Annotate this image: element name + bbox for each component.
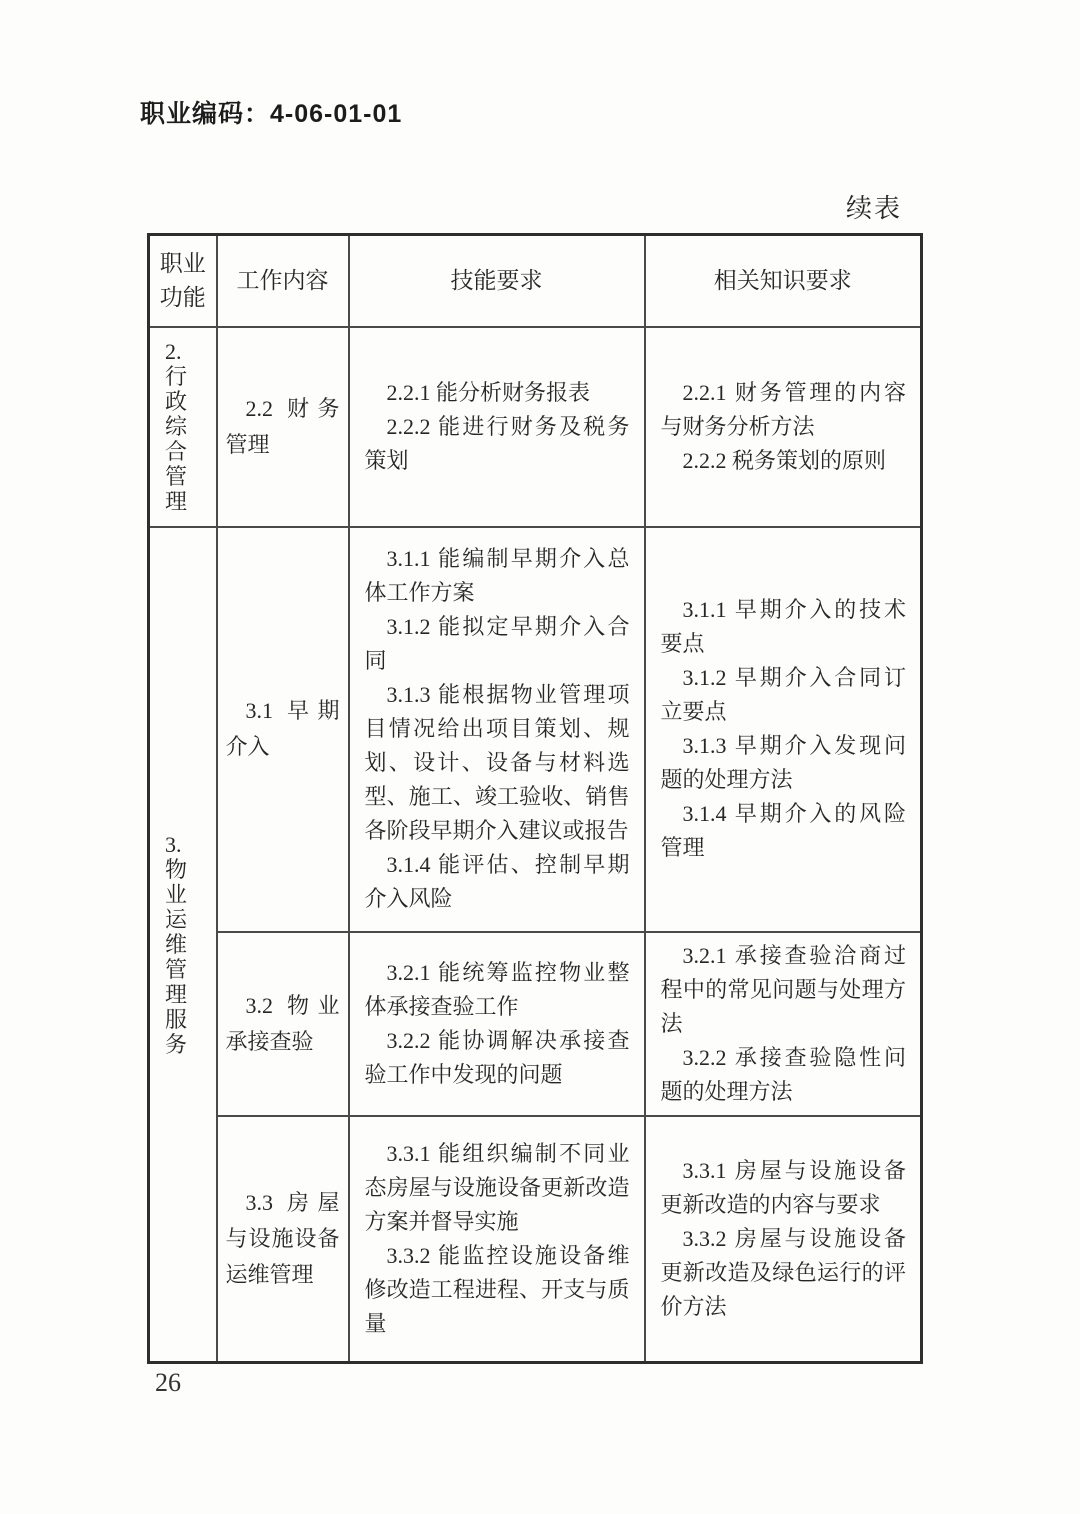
work-content-cell (217, 527, 349, 932)
work-content-label: 3.3 房屋与设施设备运维管理 (225, 1189, 340, 1287)
work-content-cell (217, 932, 349, 1116)
knowledge-item: 3.1.2 早期介入合同订立要点 (660, 665, 906, 724)
skill-item: 3.2.1 能统筹监控物业整体承接查验工作 (364, 959, 630, 1019)
table-header-row (149, 235, 922, 327)
continued-table-label: 续表 (845, 194, 902, 223)
function-cell-admin-management (149, 327, 217, 527)
skill-requirements-cell (349, 932, 645, 1116)
function-cell-property-operation (149, 527, 217, 1363)
occupational-standard-table (147, 233, 923, 1364)
skill-item: 2.2.2 能进行财务及税务策划 (364, 413, 630, 473)
work-content-label: 3.1 早期介入 (225, 698, 340, 759)
knowledge-requirements-cell (645, 327, 922, 527)
knowledge-item: 3.2.2 承接查验隐性问题的处理方法 (660, 1044, 906, 1104)
skill-item: 3.3.1 能组织编制不同业态房屋与设施设备更新改造方案并督导实施 (364, 1140, 630, 1234)
knowledge-item: 3.3.2 房屋与设施设备更新改造及绿色运行的评价方法 (660, 1225, 906, 1319)
skill-item: 3.1.1 能编制早期介入总体工作方案 (364, 546, 630, 605)
occupation-code: 职业编码：4-06-01-01 (140, 100, 403, 128)
header-occupational-function: 职业功能 (149, 235, 217, 327)
knowledge-item: 3.1.4 早期介入的风险管理 (660, 801, 906, 860)
header-work-content: 工作内容 (217, 235, 349, 327)
knowledge-requirements-cell (645, 932, 922, 1116)
knowledge-item: 3.1.1 早期介入的技术要点 (660, 597, 906, 656)
skill-item: 3.2.2 能协调解决承接查验工作中发现的问题 (364, 1027, 630, 1087)
work-content-label: 3.2 物业承接查验 (225, 992, 340, 1054)
table-row (149, 327, 922, 527)
work-content-label: 2.2 财务管理 (225, 395, 340, 457)
knowledge-requirements-cell (645, 527, 922, 932)
knowledge-item: 3.2.1 承接查验洽商过程中的常见问题与处理方法 (660, 942, 906, 1036)
work-content-cell (217, 1116, 349, 1363)
knowledge-item: 2.2.2 税务策划的原则 (682, 447, 887, 473)
table-row (149, 1116, 922, 1363)
table-row (149, 527, 922, 932)
function-label: 3. 物业运维管理服务 (165, 831, 188, 1057)
skill-requirements-cell (349, 327, 645, 527)
skill-item: 3.1.2 能拟定早期介入合同 (364, 614, 630, 673)
table-row (149, 932, 922, 1116)
page-number: 26 (155, 1368, 181, 1397)
skill-requirements-cell (349, 1116, 645, 1363)
skill-requirements-cell (349, 527, 645, 932)
function-label: 2. 行政综合管理 (165, 339, 188, 514)
knowledge-requirements-cell (645, 1116, 922, 1363)
header-knowledge-requirements: 相关知识要求 (645, 235, 922, 327)
skill-item: 3.1.3 能根据物业管理项目情况给出项目策划、规划、设计、设备与材料选型、施工、竣工验收、销售各阶段早期介入建议或报告 (364, 682, 630, 843)
skill-item: 3.1.4 能评估、控制早期介入风险 (364, 852, 630, 911)
knowledge-item: 3.1.3 早期介入发现问题的处理方法 (660, 733, 906, 792)
knowledge-item: 3.3.1 房屋与设施设备更新改造的内容与要求 (660, 1157, 906, 1217)
knowledge-item: 2.2.1 财务管理的内容与财务分析方法 (660, 379, 906, 439)
skill-item: 3.3.2 能监控设施设备维修改造工程进程、开支与质量 (364, 1242, 630, 1336)
work-content-cell (217, 327, 349, 527)
skill-item: 2.2.1 能分析财务报表 (386, 379, 591, 405)
header-skill-requirements: 技能要求 (349, 235, 645, 327)
